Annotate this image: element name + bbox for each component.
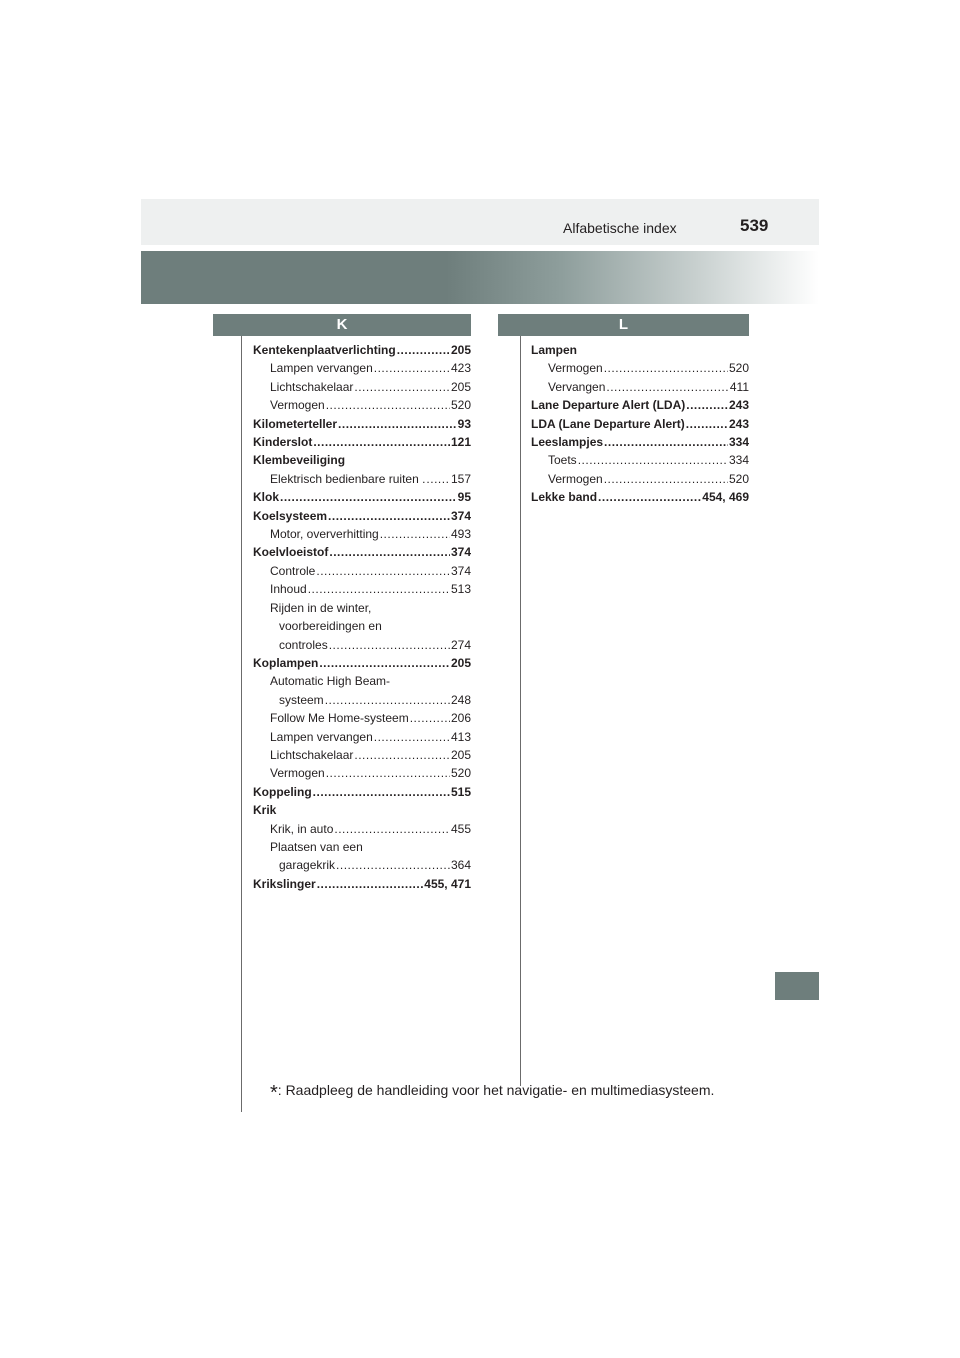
index-entry-leader [326,396,450,414]
index-entry-leader [380,525,450,543]
index-entry-page: 205 [450,747,471,762]
index-entry [253,654,471,672]
index-entry-term: Lekke band [531,490,598,505]
index-entry [253,580,471,598]
index-entry [531,415,749,433]
index-entry-term: Koppeling [253,784,312,799]
index-entry-page: 205 [450,343,471,357]
index-entry-leader [354,378,450,396]
index-entry-term: Vermogen [270,398,325,413]
index-entry-term: Lichtschakelaar [270,747,354,762]
index-entry-page: 274 [450,637,471,652]
index-entry [531,451,749,469]
index-entry-term: Motor, oververhitting [270,527,379,542]
index-entry-leader [606,378,728,396]
index-entry-term: Lane Departure Alert (LDA) [531,398,686,413]
index-entry-leader [325,691,450,709]
index-entry-term: garagekrik [279,858,336,873]
index-entry-term: Vervangen [548,379,606,394]
index-entry [531,359,749,377]
index-entry [253,875,471,893]
index-entry [253,838,471,856]
index-entry [531,396,749,414]
index-entry-page: 455, 471 [424,876,471,891]
index-entry-leader [426,470,450,488]
index-entry-page: 205 [450,379,471,394]
index-entry [253,856,471,874]
index-entry [253,433,471,451]
index-entry-leader [313,433,450,451]
index-entry [531,341,749,359]
footnote [270,1082,714,1105]
index-entry-page: 493 [450,527,471,542]
index-entry-term: Lampen vervangen [270,729,373,744]
index-entry [253,396,471,414]
index-entry-leader [336,856,450,874]
index-entry [253,672,471,690]
column-divider-middle [520,336,521,1086]
index-entry-leader [329,543,450,561]
section-letter-l: L [498,314,749,336]
index-entry-leader [319,654,450,672]
index-entry-page: 455 [450,821,471,836]
index-entry-leader [598,488,701,506]
index-entry-term: Vermogen [548,471,603,486]
index-entry-page: 454, 469 [702,490,749,505]
index-entry-leader [280,488,457,506]
index-entry-page: 95 [457,490,471,505]
index-entry-page: 334 [728,435,749,450]
section-letter-k: K [213,314,471,336]
index-entry-page: 93 [457,416,471,431]
column-divider-left [241,336,242,1112]
index-entry-page: 243 [728,398,749,413]
index-entry-term: voorbereidingen en [279,619,382,634]
index-entry-term: Controle [270,563,316,578]
index-entry-leader [338,415,457,433]
index-entry-term: Automatic High Beam- [270,674,391,689]
index-entry-term: LDA (Lane Departure Alert) [531,416,685,431]
index-entry [253,746,471,764]
index-entry-page: 243 [728,416,749,431]
index-entry-leader [374,359,450,377]
index-entry-leader [316,562,450,580]
index-entry [253,543,471,561]
decorative-band [141,251,819,304]
index-entry-term: Leeslampjes [531,435,604,450]
index-entry [531,488,749,506]
index-entry [253,507,471,525]
index-entry-term: Inhoud [270,582,307,597]
index-entry-page: 520 [728,361,749,376]
index-entry [253,801,471,819]
index-entry [253,378,471,396]
page-title: Alfabetische index [563,220,677,236]
index-entry-leader [328,507,450,525]
index-entry-term: Krikslinger [253,876,316,891]
index-entry-term: Plaatsen van een [270,839,363,854]
index-entry [253,617,471,635]
index-entry [253,599,471,617]
index-entry-term: Koelsysteem [253,508,328,523]
index-entry-page: 515 [450,784,471,799]
index-entry-term: Toets [548,453,577,468]
index-entry [253,562,471,580]
index-entry-term: systeem [279,692,324,707]
index-entry-page: 364 [450,858,471,873]
index-entry-page: 413 [450,729,471,744]
index-entry-page: 374 [450,508,471,523]
index-entry-page: 374 [450,563,471,578]
index-entry [253,783,471,801]
index-entry [253,636,471,654]
index-entry-term: Kinderslot [253,435,313,450]
index-entry-leader [326,764,450,782]
index-entry-leader [308,580,450,598]
index-entry [531,378,749,396]
index-entry [253,359,471,377]
index-entry [253,525,471,543]
index-entry-page: 157 [450,471,471,486]
index-entry-page: 520 [450,398,471,413]
index-entry-page: 520 [450,766,471,781]
index-entry [253,415,471,433]
index-entry-leader [686,396,728,414]
index-entry-page: 423 [450,361,471,376]
index-entry-leader [334,820,450,838]
index-entry-leader [604,470,728,488]
index-entry [253,709,471,727]
index-entry-page: 513 [450,582,471,597]
header-bar [141,199,819,245]
index-entry-term: Lampen [531,343,578,357]
index-entry [253,820,471,838]
index-column-l [531,341,749,507]
index-entry [531,470,749,488]
index-entry-term: Lampen vervangen [270,361,373,376]
index-entry [253,691,471,709]
index-entry-term: Kentekenplaatverlichting [253,343,396,357]
index-entry [253,451,471,469]
index-entry-leader [354,746,450,764]
index-entry-page: 206 [450,711,471,726]
index-entry-leader [329,636,450,654]
index-entry [253,764,471,782]
index-entry-page: 248 [450,692,471,707]
footnote-text: : Raadpleeg de handleiding voor het navigatie- en multimediasysteem. [277,1082,715,1098]
index-entry-leader [374,728,450,746]
index-entry-term: controles [279,637,328,652]
index-entry-leader [604,433,728,451]
index-entry-term: Vermogen [270,766,325,781]
index-entry-term: Follow Me Home-systeem [270,711,409,726]
index-entry [253,341,471,359]
index-entry-page: 334 [728,453,749,468]
index-column-k [253,341,471,893]
index-entry-term: Koelvloeistof [253,545,329,560]
index-entry [253,488,471,506]
index-entry [253,728,471,746]
index-entry-leader [578,451,728,469]
index-entry-page: 205 [450,655,471,670]
index-entry-term: Krik [253,803,277,818]
index-entry-leader [686,415,728,433]
index-entry-term: Klok [253,490,280,505]
index-entry-term: Klembeveiliging [253,453,346,468]
index-entry-term: Lichtschakelaar [270,379,354,394]
index-entry [253,470,471,488]
index-entry-term: Kilometerteller [253,416,338,431]
index-entry-page: 374 [450,545,471,560]
index-entry-page: 520 [728,471,749,486]
index-entry-page: 411 [729,379,749,394]
index-entry-leader [313,783,450,801]
index-entry-term: Rijden in de winter, [270,600,372,615]
index-entry-leader [317,875,424,893]
index-entry [531,433,749,451]
page-number: 539 [740,216,769,235]
index-entry-term: Elektrisch bedienbare ruiten . [270,471,426,486]
footnote-marker: * [270,1082,278,1104]
index-entry-leader [410,709,450,727]
chapter-tab [775,972,819,1000]
index-entry-leader [397,341,450,359]
index-entry-term: Koplampen [253,655,319,670]
index-entry-page: 121 [450,435,471,450]
index-entry-term: Krik, in auto [270,821,334,836]
index-entry-term: Vermogen [548,361,603,376]
index-entry-leader [604,359,728,377]
